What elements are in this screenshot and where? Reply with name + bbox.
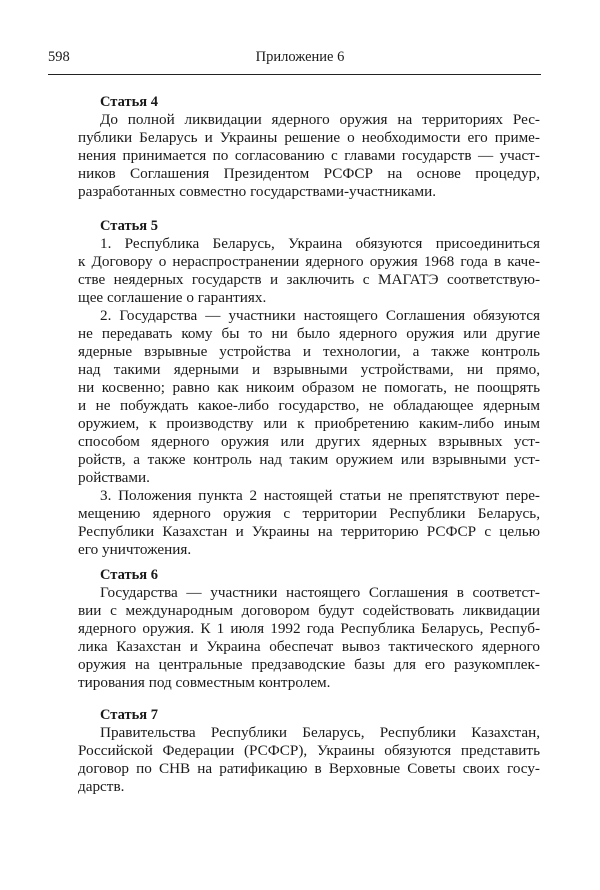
- running-header-title: Приложение 6: [255, 49, 345, 65]
- article-heading: Статья 5: [100, 218, 158, 234]
- text-line: тирования под совместным контролем.: [78, 674, 331, 691]
- text-line: 1. Республика Беларусь, Украина обязуются присоединиться: [100, 235, 540, 252]
- text-line: 2. Государства — участники настоящего Соглашения обязуются: [100, 307, 540, 324]
- article-heading: Статья 4: [100, 94, 158, 110]
- text-line: ядерные взрывные устройства и технологии, а также контроль: [78, 343, 540, 360]
- text-line: не передавать кому бы то ни было ядерного оружия или другие: [78, 325, 540, 342]
- paragraph: [78, 584, 540, 692]
- header-rule: [48, 74, 541, 75]
- text-line: щее соглашение о гарантиях.: [78, 289, 267, 306]
- text-line: и не побуждать какое-либо государство, не обладающее ядерным: [78, 397, 540, 414]
- text-line: вии с международным договором будут содействовать ликвидации: [78, 602, 540, 619]
- text-line: стве неядерных государств и заключить с МАГАТЭ соответствую-: [78, 271, 540, 288]
- article-heading: Статья 7: [100, 707, 158, 723]
- text-line: Правительства Республики Беларусь, Республики Казахстан,: [100, 724, 540, 741]
- article-6: [78, 566, 540, 692]
- paragraph: [78, 307, 540, 487]
- text-line: его уничтожения.: [78, 541, 192, 558]
- text-line: Республики Казахстан и Украины на территорию РСФСР с целью: [78, 523, 540, 540]
- article-5: [78, 217, 540, 559]
- text-line: ни косвенно; равно как никоим образом не помогать, не поощрять: [78, 379, 540, 396]
- text-line: 3. Положения пункта 2 настоящей статьи не препятствуют пере-: [100, 487, 540, 504]
- text-line: мещению ядерного оружия с территории Республики Беларусь,: [78, 505, 540, 522]
- text-line: До полной ликвидации ядерного оружия на территориях Рес-: [100, 111, 540, 128]
- page-number: 598: [48, 49, 70, 65]
- text-line: Российской Федерации (РСФСР), Украины обязуются представить: [78, 742, 540, 759]
- article-heading: Статья 6: [100, 567, 158, 583]
- text-line: способом ядерного оружия или других ядерных взрывных уст-: [78, 433, 540, 450]
- text-line: ройствами.: [78, 469, 150, 486]
- text-line: разработанных совместно государствами-участниками.: [78, 183, 437, 200]
- text-line: договор по СНВ на ратификацию в Верховные Советы своих госу-: [78, 760, 540, 777]
- text-line: лика Казахстан и Украина обеспечат вывоз тактического ядерного: [78, 638, 540, 655]
- text-line: нения принимается по согласованию с главами государств — участ-: [78, 147, 540, 164]
- paragraph: [78, 235, 540, 307]
- text-line: ройств, а также контроль над таким оружием или взрывными уст-: [78, 451, 540, 468]
- text-line: дарств.: [78, 778, 125, 795]
- text-line: публики Беларусь и Украины решение о необходимости его приме-: [78, 129, 540, 146]
- text-line: ников Соглашения Президентом РСФСР на основе процедур,: [78, 165, 540, 182]
- article-7: [78, 706, 540, 796]
- text-line: ядерного оружия. К 1 июля 1992 года Республика Беларусь, Респуб-: [78, 620, 540, 637]
- text-line: Государства — участники настоящего Соглашения в соответст-: [100, 584, 540, 601]
- text-line: оружия на центральные предзаводские базы для его разукомплек-: [78, 656, 540, 673]
- text-line: оружием, к производству или к приобретению каким-либо иным: [78, 415, 540, 432]
- text-line: над такими ядерными и взрывными устройствами, ни прямо,: [78, 361, 540, 378]
- paragraph: [78, 487, 540, 559]
- article-4: [78, 93, 540, 201]
- paragraph: [78, 724, 540, 796]
- text-line: к Договору о нераспространении ядерного оружия 1968 года в каче-: [78, 253, 540, 270]
- paragraph: [78, 111, 540, 201]
